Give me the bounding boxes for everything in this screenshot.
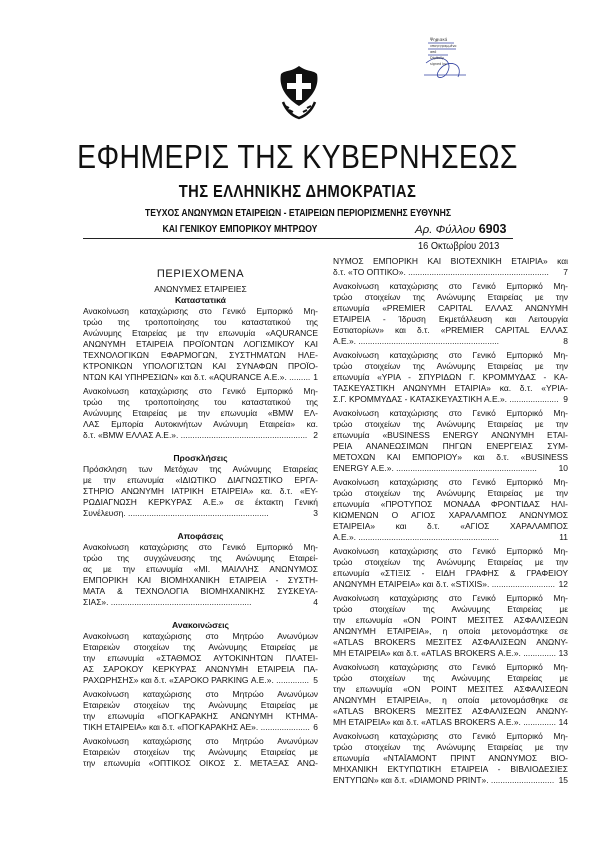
leader-dots: ...........................: [488, 775, 555, 785]
entry-text: ΡΑΧΩΡΗΣΗΣ» και δ.τ. «ΣΑΡΟΚΟ PARKING Α.Ε.».: [83, 675, 274, 685]
entry-line: Ανακοίνωση καταχώρισης στο Μητρώο Ανωνύμων: [83, 631, 318, 641]
leader-dots: ...........................: [489, 579, 555, 589]
contents-entry-14: [333, 662, 568, 728]
entry-line: [333, 579, 568, 590]
entry-line: ΜΗΧΑΝΙΚΗ ΕΚΤΥΠΩΤΙΚΗ ΕΤΑΙΡΕΙΑ - ΒΙΒΛΙΟΔΕΣΙΕΣ: [333, 764, 568, 774]
entry-line: ΑΝΩΝΥΜΗ ΕΤΑΙΡΕΙΑ», η οποία μετονομάστηκε σε: [333, 626, 568, 636]
stamp-text-3: από: [430, 50, 437, 54]
entry-text: ΤΙΚΗ ΕΤΑΙΡΕΙΑ» και δ.τ. «ΠΟΓΚΑΡΑΚΗΣ ΑΕ».: [83, 722, 259, 732]
header-rule: [83, 238, 513, 239]
entry-line: [333, 648, 568, 659]
page-number: 9: [563, 394, 568, 404]
issue-date: 16 Οκτωβρίου 2013: [418, 240, 500, 252]
contents-entry-5: [83, 631, 318, 686]
entry-line: επωνυμία «ΠΡΟΤΥΠΟΣ ΜΟΝΑΔΑ ΦΡΟΝΤΙΔΑΣ ΗΛΙ-: [333, 499, 568, 509]
entry-line: ΑΝΩΝΥΜΗ ΕΤΑΙΡΕΙΑ», η οποία μετονομάσθηκε σε: [333, 695, 568, 705]
contents-entry-7-cont: [333, 256, 568, 278]
leader-dots: ..............: [273, 675, 309, 685]
entry-line: τρώο της συγχώνευσης της Ανώνυμης Εταιρεί-: [83, 553, 318, 563]
contents-entry-12: [333, 546, 568, 590]
page-number: 11: [559, 532, 568, 542]
contents-entry-11: [333, 477, 568, 543]
contents-entry-9: [333, 350, 568, 405]
leader-dots: .....................: [258, 722, 310, 732]
entry-line: τρώο στοιχείων της Ανώνυμης Εταιρείας με την: [333, 488, 568, 498]
entry-line: ΝΥΜΟΣ ΕΜΠΟΡΙΚΗ ΚΑΙ ΒΙΟΤΕΧΝΙΚΗ ΕΤΑΙΡΙΑ» και: [333, 256, 568, 266]
page-number: 14: [558, 717, 568, 727]
category-decisions: Αποφάσεις: [177, 531, 224, 541]
entry-line: τρώο της τροποποίησης του καταστατικού της: [83, 317, 318, 327]
page-number: 4: [313, 597, 318, 607]
leader-dots: ............................................................: [125, 508, 269, 518]
sheet-number-value: 6903: [478, 222, 507, 236]
entry-line: [333, 532, 568, 543]
stamp-text-1: Ψηφιακά: [430, 37, 448, 42]
sheet-label: Αρ. Φύλλου: [415, 224, 476, 236]
entry-line: Ανακοίνωση καταχώρισης στο Γενικό Εμπορικό Μη-: [333, 731, 568, 741]
entry-line: Εταιρειών στοιχείων της Ανώνυμης Εταιρείας με: [83, 700, 318, 710]
entry-line: [83, 430, 318, 441]
entry-line: επωνυμία «BUSINESS ENERGY ΑΝΩΝΥΜΗ ΕΤΑΙ-: [333, 430, 568, 440]
entry-line: [333, 463, 568, 474]
page-number: 3: [313, 508, 318, 518]
entry-line: ΚΙΩΜΕΝΩΝ Ο ΑΓΙΟΣ ΧΑΡΑΛΑΜΠΟΣ ΑΝΩΝΥΜΟΣ: [333, 510, 568, 520]
entry-line: ΚΤΡΟΝΙΚΩΝ ΥΠΟΛΟΓΙΣΤΩΝ ΚΑΙ ΣΥΝΑΦΩΝ ΠΡΟΪΟ-: [83, 361, 318, 371]
entry-line: Ανακοίνωση καταχώρισης στο Γενικό Εμπορικό Μη-: [333, 546, 568, 556]
entry-line: Ανακοίνωση καταχώρισης στο Γενικό Εμπορικό Μη-: [333, 477, 568, 487]
entry-line: ΑΝΩΝΥΜΗ ΕΤΑΙΡΕΙΑ ΠΡΟΪΟΝΤΩΝ ΛΟΓΙΣΜΙΚΟΥ ΚΑΙ: [83, 339, 318, 349]
contents-entry-3: [83, 464, 318, 519]
gazette-subtitle: ΤΗΣ ΕΛΛΗΝΙΚΗΣ ΔΗΜΟΚΡΑΤΙΑΣ: [178, 181, 417, 201]
page-number: 2: [313, 430, 318, 440]
leader-dots: .........: [286, 372, 311, 382]
entry-line: επωνυμία «ΝΤΑΪΑΜΟΝΤ ΠΡΙΝΤ ΑΝΩΝΥΜΟΣ ΒΙΟ-: [333, 753, 568, 763]
entry-line: ΕΤΑΙΡΕΙΑ - Ίδρυση Εκμετάλλευση και Λειτουργία: [333, 314, 568, 324]
entry-line: Ανακοίνωση καταχώρισης στο Γενικό Εμπορικό Μη-: [333, 281, 568, 291]
entry-text: Σ.Γ. ΚΡΟΜΜΥΔΑΣ - ΚΑΤΑΣΚΕΥΑΣΤΙΚΗ Α.Ε.».: [333, 394, 507, 404]
entry-line: ας με την επωνυμία «ΜΙ. ΜΑΙΛΛΗΣ ΑΝΩΝΥΜΟΣ: [83, 564, 318, 574]
page-number: 10: [558, 463, 568, 473]
entry-text: ENERGY Α.Ε.».: [333, 463, 394, 473]
entry-text: ΣΙΑΣ».: [83, 597, 109, 607]
page-number: 12: [558, 579, 568, 589]
leader-dots: ............................................................: [108, 597, 252, 607]
page-number: 6: [313, 722, 318, 732]
entry-line: τρώο στοιχείων της Ανώνυμης Εταιρείας με την: [333, 361, 568, 371]
entry-text: ΕΝΤΥΠΩΝ» και δ.τ. «DIAMOND PRINT».: [333, 775, 489, 785]
entry-line: [83, 722, 318, 733]
entry-line: την επωνυμία «ΠΟΓΚΑΡΑΚΗΣ ΑΝΩΝΥΜΗ ΚΤΗΜΑ-: [83, 711, 318, 721]
entry-text: Α.Ε.».: [333, 336, 356, 346]
entry-line: Ανακοίνωση καταχώρισης στο Μητρώο Ανωνύμων: [83, 736, 318, 746]
entry-line: [83, 597, 318, 608]
entry-text: δ.τ. «ΤΟ ΟΠΤΙΚΟ».: [333, 267, 406, 277]
page-number: 15: [558, 775, 568, 785]
entry-line: [83, 675, 318, 686]
entry-line: Ανακοίνωση καταχώρισης στο Γενικό Εμπορικό Μη-: [83, 386, 318, 396]
entry-line: ΛΑΣ Εμπορία Αυτοκινήτων Ανώνυμη Εταιρεία» κα.: [83, 419, 318, 429]
entry-text: ΜΗ ΕΤΑΙΡΕΙΑ» και δ.τ. «ATLAS BROKERS Α.Ε.».: [333, 717, 521, 727]
leader-dots: ..............: [520, 717, 557, 727]
entry-line: [333, 717, 568, 728]
leader-dots: ............................................................: [393, 463, 537, 473]
entry-line: Ανακοίνωση καταχώρισης στο Γενικό Εμπορικό Μη-: [333, 662, 568, 672]
entry-line: ΕΤΑΙΡΕΙΑ» και δ.τ. «ΑΓΙΟΣ ΧΑΡΑΛΑΜΠΟΣ: [333, 521, 568, 531]
entry-line: τρώο στοιχείων της Ανώνυμης Εταιρείας με: [333, 604, 568, 614]
contents-entry-6: [83, 689, 318, 733]
entry-line: Ανακοίνωση καταχώρισης στο Γενικό Εμπορικό Μη-: [333, 408, 568, 418]
stamp-text-4: Digitally: [430, 56, 444, 60]
entry-line: Ανώνυμης Εταιρείας με την επωνυμία «AQURANCE: [83, 328, 318, 338]
entry-text: ΑΝΩΝΥΜΗ ΕΤΑΙΡΕΙΑ» και δ.τ. «STIXIS».: [333, 579, 490, 589]
entry-line: την επωνυμία «ΣΤΑΘΜΟΣ ΑΥΤΟΚΙΝΗΤΩΝ ΠΛΑΤΕΙ-: [83, 653, 318, 663]
leader-dots: ..............: [520, 648, 557, 658]
entry-line: [333, 336, 568, 347]
category-invitations: Προσκλήσεις: [173, 453, 228, 463]
entry-line: [83, 372, 318, 383]
stamp-text-5: signed by: [430, 62, 447, 66]
entry-line: τρώο στοιχείων της Ανώνυμης Εταιρείας με την: [333, 419, 568, 429]
entry-text: δ.τ. «BMW ΕΛΛΑΣ Α.Ε.».: [83, 430, 179, 440]
category-registration: Καταστατικά: [175, 295, 226, 305]
page-number: 8: [563, 336, 568, 346]
entry-line: την επωνυμία «ON POINT ΜΕΣΙΤΕΣ ΑΣΦΑΛΙΣΕΩΝ: [333, 615, 568, 625]
entry-text: ΜΗ ΕΤΑΙΡΕΙΑ» και δ.τ. «ATLAS BROKERS Α.Ε.».: [333, 648, 521, 658]
page-number: 5: [313, 675, 318, 685]
category-announcements: Ανακοινώσεις: [172, 620, 229, 630]
page-number: 7: [563, 267, 568, 277]
leader-dots: .....................: [507, 394, 559, 404]
digital-signature-stamp: [418, 33, 476, 89]
sheet-number: [415, 222, 507, 236]
entry-line: [333, 394, 568, 405]
entry-line: «ATLAS BROKERS ΜΕΣΙΤΕΣ ΑΣΦΑΛΙΣΕΩΝ ΑΝΩΝΥ-: [333, 706, 568, 716]
contents-entry-13: [333, 593, 568, 659]
entry-line: ΕΜΠΟΡΙΚΗ ΚΑΙ ΒΙΟΜΗΧΑΝΙΚΗ ΕΤΑΙΡΕΙΑ - ΣΥΣΤΗ-: [83, 575, 318, 585]
entry-line: Εταιρειών στοιχείων της Ανώνυμης Εταιρείας με: [83, 747, 318, 757]
contents-entry-1: [83, 306, 318, 383]
series-title-line2: ΚΑΙ ΓΕΝΙΚΟΥ ΕΜΠΟΡΙΚΟΥ ΜΗΤΡΩΟΥ: [162, 224, 318, 235]
entry-line: ΡΕΙΑ ΑΝΑΝΕΩΣΙΜΩΝ ΠΗΓΩΝ ΕΝΕΡΓΕΙΑΣ ΣΥΜ-: [333, 441, 568, 451]
leader-dots: ............................................................: [405, 267, 549, 277]
entry-line: τρώο στοιχείων της Ανώνυμης Εταιρείας με την: [333, 557, 568, 567]
leader-dots: ............................................................: [355, 532, 499, 542]
entry-text: ΝΤΩΝ ΚΑΙ ΥΠΗΡΕΣΙΩΝ» και δ.τ. «AQURANCE Α.Ε.».: [83, 372, 287, 382]
entry-line: ΤΑΣΚΕΥΑΣΤΙΚΗ ΑΝΩΝΥΜΗ ΕΤΑΙΡΙΑ» κα. δ.τ. «ΥΡΙΑ-: [333, 383, 568, 393]
entry-line: [83, 508, 318, 519]
entry-line: ΡΩΔΙΑΓΝΩΣΗ ΚΕΡΚΥΡΑΣ Α.Ε.» σε έκτακτη Γενική: [83, 497, 318, 507]
stamp-text-2: υπογεγραμμένο: [430, 44, 457, 48]
entry-line: Πρόσκληση των Μετόχων της Ανώνυμης Εταιρείας: [83, 464, 318, 474]
entry-line: με την επωνυμία «ΙΔΙΩΤΙΚΟ ΔΙΑΓΝΩΣΤΙΚΟ ΕΡΓΑ-: [83, 475, 318, 485]
contents-entry-4: [83, 542, 318, 608]
section-title: ΑΝΩΝΥΜΕΣ ΕΤΑΙΡΕΙΕΣ: [154, 284, 247, 294]
entry-line: [333, 775, 568, 786]
leader-dots: ......................................................: [178, 430, 308, 440]
page-number: 13: [558, 648, 568, 658]
entry-line: Ανακοίνωση καταχώρισης στο Γενικό Εμπορικό Μη-: [83, 542, 318, 552]
page-number: 1: [313, 372, 318, 382]
contents-entry-10: [333, 408, 568, 474]
gazette-title: ΕΦΗΜΕΡΙΣ ΤΗΣ ΚΥΒΕΡΝΗΣΕΩΣ: [77, 138, 518, 175]
entry-line: ΑΣ ΣΑΡΟΚΟΥ ΚΕΡΚΥΡΑΣ ΑΝΩΝΥΜΗ ΕΤΑΙΡΕΙΑ ΠΑ-: [83, 664, 318, 674]
contents-entry-2: [83, 386, 318, 441]
entry-text: Συνέλευση.: [83, 508, 126, 518]
entry-line: Ανώνυμης Εταιρείας με την επωνυμία «BMW ΕΛ-: [83, 408, 318, 418]
entry-text: Α.Ε.».: [333, 532, 356, 542]
entry-line: [333, 267, 568, 278]
entry-line: Εταιρειών στοιχείων της Ανώνυμης Εταιρείας με: [83, 642, 318, 652]
entry-line: επωνυμία «ΥΡΙΑ - ΣΠΥΡΙΔΩΝ Γ. ΚΡΟΜΜΥΔΑΣ - ΚΑ-: [333, 372, 568, 382]
leader-dots: ............................................................: [355, 336, 499, 346]
entry-line: Ανακοίνωση καταχώρισης στο Γενικό Εμπορικό Μη-: [333, 593, 568, 603]
series-title-line1: ΤΕΥΧΟΣ ΑΝΩΝΥΜΩΝ ΕΤΑΙΡΕΙΩΝ - ΕΤΑΙΡΕΙΩΝ ΠΕΡΙΟΡΙΣΜΕΝΗΣ ΕΥΘΥΝΗΣ: [144, 208, 451, 219]
entry-line: «ATLAS BROKERS ΜΕΣΙΤΕΣ ΑΣΦΑΛΙΣΕΩΝ ΑΝΩΝΥ-: [333, 637, 568, 647]
entry-line: την επωνυμία «ΟΠΤΙΚΟΣ ΟΙΚΟΣ Σ. ΜΕΤΑΞΑΣ ΑΝΩ-: [83, 758, 318, 768]
entry-line: ΜΑΤΑ & ΤΕΧΝΟΛΟΓΙΑ ΒΙΟΜΗΧΑΝΙΚΗΣ ΣΥΣΚΕΥΑ-: [83, 586, 318, 596]
national-emblem-icon: [277, 62, 321, 124]
entry-line: Ανακοίνωση καταχώρισης στο Γενικό Εμπορικό Μη-: [333, 350, 568, 360]
entry-line: Ανακοίνωση καταχώρισης στο Μητρώο Ανωνύμων: [83, 689, 318, 699]
contents-entry-7: [83, 736, 318, 769]
entry-line: τρώο στοιχείων της Ανώνυμης Εταιρείας με την: [333, 742, 568, 752]
entry-line: Ανακοίνωση καταχώρισης στο Γενικό Εμπορικό Μη-: [83, 306, 318, 316]
entry-line: ΣΤΗΡΙΟ ΑΝΩΝΥΜΗ ΙΑΤΡΙΚΗ ΕΤΑΙΡΕΙΑ» κα. δ.τ. «ΕΥ-: [83, 486, 318, 496]
contents-heading: ΠΕΡΙΕΧΟΜΕΝΑ: [156, 268, 245, 280]
entry-line: την επωνυμία «ON POINT ΜΕΣΙΤΕΣ ΑΣΦΑΛΙΣΕΩΝ: [333, 684, 568, 694]
entry-line: τρώο της τροποποίησης του καταστατικού της: [83, 397, 318, 407]
entry-line: Εστιατορίων» και δ.τ. «PREMIER CAPITAL ΕΛΛΑΣ: [333, 325, 568, 335]
entry-line: τρώο στοιχείων της Ανώνυμης Εταιρείας με την: [333, 292, 568, 302]
entry-line: ΤΕΧΝΟΛΟΓΙΚΩΝ ΕΦΑΡΜΟΓΩΝ, ΣΥΣΤΗΜΑΤΩΝ ΗΛΕ-: [83, 350, 318, 360]
contents-right-column: [333, 256, 568, 789]
entry-line: τρώο στοιχείων της Ανώνυμης Εταιρείας με: [333, 673, 568, 683]
entry-line: ΜΕΤΟΧΩΝ ΚΑΙ ΕΜΠΟΡΙΟΥ» και δ.τ. «BUSINESS: [333, 452, 568, 462]
entry-line: επωνυμία «PREMIER CAPITAL ΕΛΛΑΣ ΑΝΩΝΥΜΗ: [333, 303, 568, 313]
contents-entry-15: [333, 731, 568, 786]
entry-line: επωνυμία «ΣΤΙΞΙΣ - ΕΙΔΗ ΓΡΑΦΗΣ & ΓΡΑΦΕΙΟΥ: [333, 568, 568, 578]
contents-entry-8: [333, 281, 568, 347]
contents-left-column: [83, 252, 318, 772]
